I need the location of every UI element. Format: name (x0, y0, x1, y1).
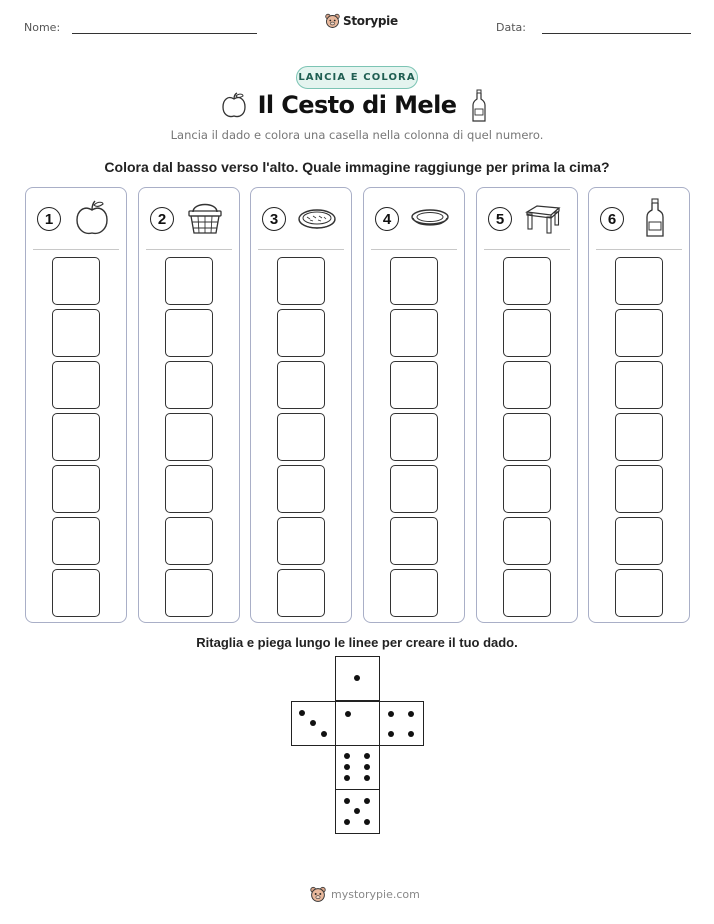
die-pip (388, 711, 394, 717)
die-pip (364, 764, 370, 770)
die-pip (354, 675, 360, 681)
die-face-5 (335, 789, 380, 834)
color-box[interactable] (277, 569, 325, 617)
die-pip (299, 710, 305, 716)
color-box[interactable] (615, 361, 663, 409)
bottle-icon (635, 198, 675, 238)
column-number: 5 (488, 207, 512, 231)
cut-instruction: Ritaglia e piega lungo le linee per creare il tuo dado. (196, 635, 518, 650)
footer-link[interactable]: mystorypie.com (331, 888, 420, 901)
die-pip (364, 819, 370, 825)
die-pip (354, 808, 360, 814)
color-box[interactable] (503, 413, 551, 461)
color-box[interactable] (52, 361, 100, 409)
color-box[interactable] (390, 361, 438, 409)
die-pip (388, 731, 394, 737)
activity-badge: LANCIA E COLORA (296, 66, 418, 89)
color-box[interactable] (503, 309, 551, 357)
color-box[interactable] (390, 517, 438, 565)
color-box[interactable] (52, 413, 100, 461)
column-number: 1 (37, 207, 61, 231)
color-box[interactable] (390, 413, 438, 461)
column-divider (33, 249, 119, 250)
column-5 (476, 187, 578, 623)
color-box[interactable] (165, 465, 213, 513)
column-number: 4 (375, 207, 399, 231)
stool-icon (523, 198, 563, 238)
color-box[interactable] (390, 465, 438, 513)
page-title: Il Cesto di Mele (257, 91, 457, 119)
color-box[interactable] (277, 517, 325, 565)
column-2 (138, 187, 240, 623)
column-4 (363, 187, 465, 623)
column-number: 3 (262, 207, 286, 231)
color-box[interactable] (165, 569, 213, 617)
color-box[interactable] (165, 517, 213, 565)
color-box[interactable] (165, 361, 213, 409)
die-pip (344, 798, 350, 804)
die-pip (364, 775, 370, 781)
color-box[interactable] (615, 257, 663, 305)
die-face-3 (291, 701, 336, 746)
color-box[interactable] (277, 309, 325, 357)
color-box[interactable] (503, 465, 551, 513)
color-box[interactable] (615, 413, 663, 461)
die-pip (344, 819, 350, 825)
bear-footer-icon (310, 886, 326, 903)
color-box[interactable] (52, 569, 100, 617)
pie-icon (297, 198, 337, 238)
die-pip (344, 764, 350, 770)
color-box[interactable] (52, 309, 100, 357)
color-box[interactable] (503, 517, 551, 565)
color-box[interactable] (165, 257, 213, 305)
die-pip (345, 711, 351, 717)
game-instruction: Colora dal basso verso l'alto. Quale immagine raggiunge per prima la cima? (104, 159, 610, 175)
color-box[interactable] (390, 257, 438, 305)
color-box[interactable] (52, 465, 100, 513)
die-face-1-center (335, 701, 380, 746)
bottle-title-icon (471, 89, 487, 123)
color-box[interactable] (503, 569, 551, 617)
column-divider (371, 249, 457, 250)
page-subtitle: Lancia il dado e colora una casella nella colonna di quel numero. (170, 128, 544, 142)
name-label: Nome: (24, 21, 61, 34)
color-box[interactable] (277, 413, 325, 461)
die-face-1 (335, 656, 380, 701)
date-line[interactable] (542, 33, 691, 34)
die-pip (408, 731, 414, 737)
color-box[interactable] (615, 465, 663, 513)
column-divider (484, 249, 570, 250)
name-line[interactable] (72, 33, 257, 34)
color-box[interactable] (52, 257, 100, 305)
color-box[interactable] (165, 309, 213, 357)
color-box[interactable] (390, 309, 438, 357)
color-box[interactable] (277, 465, 325, 513)
die-pip (344, 753, 350, 759)
brand-logo (325, 13, 398, 29)
column-divider (146, 249, 232, 250)
color-box[interactable] (503, 257, 551, 305)
die-pip (321, 731, 327, 737)
column-divider (596, 249, 682, 250)
pie-dish-icon (410, 198, 450, 238)
color-box[interactable] (615, 309, 663, 357)
die-face-6 (335, 745, 380, 790)
color-box[interactable] (52, 517, 100, 565)
die-pip (344, 775, 350, 781)
basket-icon (185, 198, 225, 238)
column-3 (250, 187, 352, 623)
color-box[interactable] (615, 517, 663, 565)
column-number: 2 (150, 207, 174, 231)
die-pip (364, 753, 370, 759)
column-6 (588, 187, 690, 623)
die-pip (408, 711, 414, 717)
bear-logo-icon (325, 13, 340, 29)
color-box[interactable] (390, 569, 438, 617)
die-pip (364, 798, 370, 804)
die-face-4 (379, 701, 424, 746)
footer (310, 886, 420, 903)
column-divider (258, 249, 344, 250)
apple-icon (72, 198, 112, 238)
color-box[interactable] (503, 361, 551, 409)
color-box[interactable] (277, 257, 325, 305)
column-1 (25, 187, 127, 623)
brand-name: Storypie (343, 14, 398, 28)
color-box[interactable] (277, 361, 325, 409)
column-number: 6 (600, 207, 624, 231)
color-box[interactable] (165, 413, 213, 461)
color-box[interactable] (615, 569, 663, 617)
date-label: Data: (496, 21, 526, 34)
die-pip (310, 720, 316, 726)
